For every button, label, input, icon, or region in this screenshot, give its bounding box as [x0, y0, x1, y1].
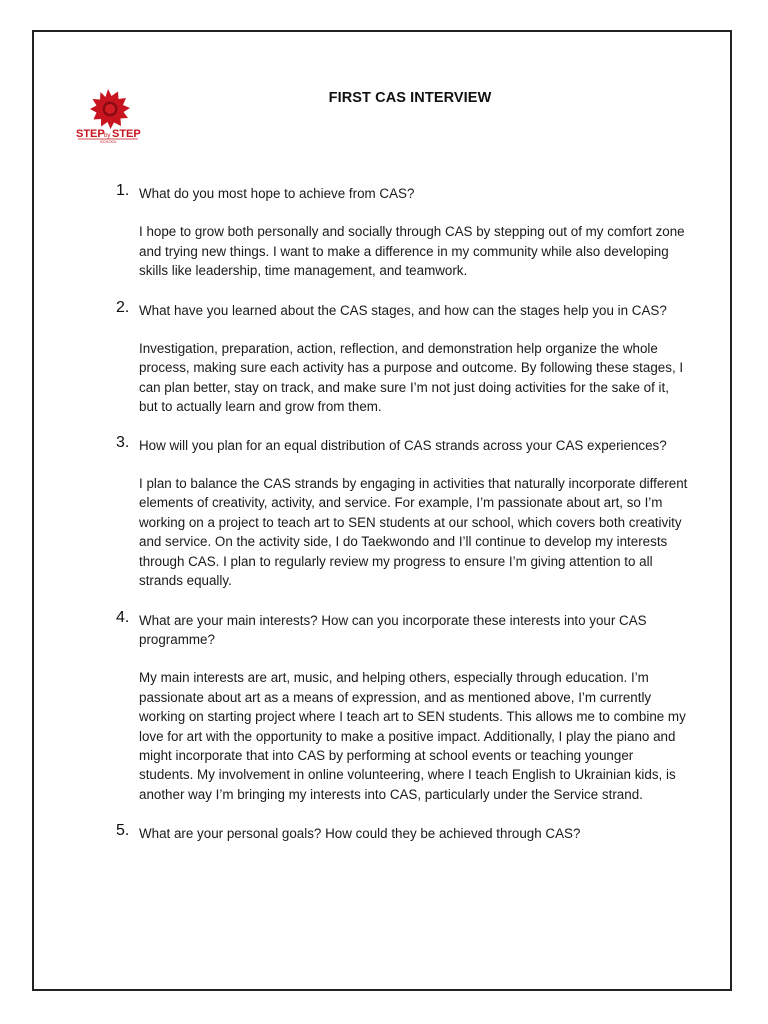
qa-item — [108, 608, 688, 805]
question-text: How will you plan for an equal distribution of CAS strands across your CAS experiences? — [139, 437, 667, 453]
page-title: FIRST CAS INTERVIEW — [328, 90, 492, 106]
qa-item — [108, 824, 688, 843]
answer-text: I hope to grow both personally and socially through CAS by stepping out of my comfort zone and trying new things. I want to make a difference in my community while also developing skills like leadership, time management, and teamwork. — [139, 224, 685, 279]
answer-text: I plan to balance the CAS strands by engaging in activities that naturally incorporate different elements of creativity, activity, and service. For example, I’m passionate about art, so I’m working on a project to teach art to SEN students at our school, which covers both creativity and service. On the activity side, I do Taekwondo and I’ll continue to develop my interests through CAS. I plan to regularly review my progress to ensure I’m giving attention to all strands equally. — [139, 476, 688, 589]
logo-text-by: by — [104, 133, 111, 139]
answer-text: Investigation, preparation, action, reflection, and demonstration help organize the whole process, making sure each activity has a purpose and outcome. By following these stages, I can plan better, stay on track, and make sure I’m not just doing activities for the sake of it, but to actually learn and grow from them. — [139, 341, 684, 415]
question-text: What are your main interests? How can you incorporate these interests into your CAS programme? — [139, 612, 647, 647]
logo-text-school: SCHOOL — [100, 139, 117, 143]
logo-text-step-right: STEP — [112, 128, 141, 140]
question-number: 1. — [116, 182, 130, 199]
answer-text: My main interests are art, music, and helping others, especially through education. I’m passionate about art as a means of expression, and as mentioned above, I’m currently working on starting project where I teach art to SEN students. This allows me to combine my love for art with the opportunity to make a positive impact. Additionally, I play the piano and might incorporate that into CAS by performing at school events or teaching younger students. My involvement in online volunteering, where I teach English to Ukrainian kids, is another way I’m bringing my interests into CAS, particularly under the Service strand. — [139, 670, 686, 802]
qa-item — [108, 433, 688, 591]
question-number: 2. — [116, 298, 130, 316]
question-text: What are your personal goals? How could they be achieved through CAS? — [139, 826, 581, 842]
qa-list — [108, 184, 688, 844]
question-number: 3. — [116, 433, 130, 451]
question-number: 5. — [116, 822, 130, 840]
qa-item — [108, 298, 688, 417]
question-text: What do you most hope to achieve from CAS? — [139, 186, 415, 201]
question-text: What have you learned about the CAS stages, and how can the stages help you in CAS? — [139, 302, 667, 318]
question-number: 4. — [116, 608, 130, 626]
logo-text-step-left: STEP — [76, 128, 105, 140]
qa-item — [108, 184, 688, 281]
